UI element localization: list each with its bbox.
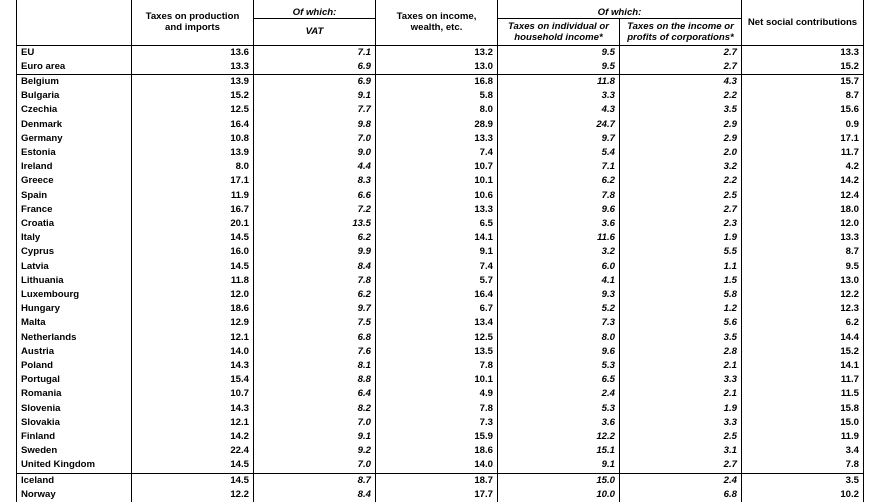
individual-income-value: 11.8 [498,74,620,89]
corporate-income-value: 2.7 [620,45,742,60]
individual-income-value: 7.8 [498,189,620,203]
income-wealth-value: 14.0 [376,458,498,473]
production-imports-value: 20.1 [132,217,254,231]
header-social-contributions: Net social contributions [742,0,864,45]
vat-value: 7.6 [254,345,376,359]
vat-value: 7.0 [254,458,376,473]
header-individual-income: Taxes on individual or household income* [498,18,620,45]
country-name: Estonia [17,146,132,160]
vat-value: 9.1 [254,430,376,444]
table-row-portugal [17,373,864,387]
social-contributions-value: 11.7 [742,373,864,387]
table-row-slovakia [17,416,864,430]
vat-value: 7.2 [254,203,376,217]
country-name: Greece [17,174,132,188]
individual-income-value: 24.7 [498,118,620,132]
social-contributions-value: 14.4 [742,331,864,345]
corporate-income-value: 3.3 [620,416,742,430]
other-countries-group [17,473,864,502]
vat-value: 7.0 [254,132,376,146]
corporate-income-value: 2.1 [620,359,742,373]
corporate-income-value: 5.8 [620,288,742,302]
production-imports-value: 14.5 [132,458,254,473]
individual-income-value: 7.1 [498,160,620,174]
corporate-income-value: 3.1 [620,444,742,458]
vat-value: 8.8 [254,373,376,387]
corporate-income-value: 2.7 [620,458,742,473]
individual-income-value: 9.6 [498,203,620,217]
country-name: EU [17,45,132,60]
country-name: Euro area [17,60,132,75]
individual-income-value: 5.3 [498,359,620,373]
table-row-luxembourg [17,288,864,302]
social-contributions-value: 15.6 [742,103,864,117]
vat-value: 7.7 [254,103,376,117]
social-contributions-value: 13.3 [742,45,864,60]
table-row-euro-area [17,60,864,75]
corporate-income-value: 2.5 [620,430,742,444]
country-name: United Kingdom [17,458,132,473]
production-imports-value: 12.1 [132,331,254,345]
production-imports-value: 13.9 [132,146,254,160]
vat-value: 9.1 [254,89,376,103]
country-name: Netherlands [17,331,132,345]
corporate-income-value: 4.3 [620,74,742,89]
income-wealth-value: 7.8 [376,402,498,416]
production-imports-value: 14.5 [132,473,254,488]
income-wealth-value: 18.7 [376,473,498,488]
production-imports-value: 16.4 [132,118,254,132]
income-wealth-value: 18.6 [376,444,498,458]
production-imports-value: 10.8 [132,132,254,146]
corporate-income-value: 1.2 [620,302,742,316]
country-name: Cyprus [17,245,132,259]
country-name: Spain [17,189,132,203]
vat-value: 7.1 [254,45,376,60]
income-wealth-value: 12.5 [376,331,498,345]
production-imports-value: 14.2 [132,430,254,444]
individual-income-value: 9.7 [498,132,620,146]
income-wealth-value: 7.3 [376,416,498,430]
individual-income-value: 5.4 [498,146,620,160]
vat-value: 6.9 [254,74,376,89]
table-row-netherlands [17,331,864,345]
corporate-income-value: 2.4 [620,473,742,488]
individual-income-value: 4.3 [498,103,620,117]
country-name: France [17,203,132,217]
social-contributions-value: 15.0 [742,416,864,430]
corporate-income-value: 3.2 [620,160,742,174]
table-row-hungary [17,302,864,316]
social-contributions-value: 12.4 [742,189,864,203]
individual-income-value: 9.5 [498,45,620,60]
corporate-income-value: 5.6 [620,316,742,330]
social-contributions-value: 11.7 [742,146,864,160]
individual-income-value: 7.3 [498,316,620,330]
income-wealth-value: 13.4 [376,316,498,330]
individual-income-value: 6.2 [498,174,620,188]
income-wealth-value: 13.2 [376,45,498,60]
table-row-czechia [17,103,864,117]
individual-income-value: 10.0 [498,488,620,502]
country-name: Malta [17,316,132,330]
production-imports-value: 18.6 [132,302,254,316]
production-imports-value: 8.0 [132,160,254,174]
corporate-income-value: 1.1 [620,260,742,274]
vat-value: 8.4 [254,488,376,502]
income-wealth-value: 7.4 [376,146,498,160]
table-row-united-kingdom [17,458,864,473]
individual-income-value: 9.6 [498,345,620,359]
individual-income-value: 9.3 [498,288,620,302]
table-row-greece [17,174,864,188]
vat-value: 4.4 [254,160,376,174]
vat-value: 9.9 [254,245,376,259]
country-name: Czechia [17,103,132,117]
individual-income-value: 4.1 [498,274,620,288]
production-imports-value: 11.9 [132,189,254,203]
country-name: Latvia [17,260,132,274]
country-name: Bulgaria [17,89,132,103]
income-wealth-value: 4.9 [376,387,498,401]
table-row-romania [17,387,864,401]
table-row-bulgaria [17,89,864,103]
social-contributions-value: 10.2 [742,488,864,502]
table-row-italy [17,231,864,245]
table-row-estonia [17,146,864,160]
corporate-income-value: 2.3 [620,217,742,231]
vat-value: 6.4 [254,387,376,401]
country-name: Portugal [17,373,132,387]
corporate-income-value: 1.9 [620,402,742,416]
individual-income-value: 2.4 [498,387,620,401]
production-imports-value: 16.7 [132,203,254,217]
individual-income-value: 3.6 [498,416,620,430]
vat-value: 8.2 [254,402,376,416]
income-wealth-value: 16.8 [376,74,498,89]
individual-income-value: 6.5 [498,373,620,387]
production-imports-value: 12.0 [132,288,254,302]
country-name: Germany [17,132,132,146]
individual-income-value: 3.6 [498,217,620,231]
production-imports-value: 14.5 [132,260,254,274]
vat-value: 8.4 [254,260,376,274]
vat-value: 13.5 [254,217,376,231]
header-income-wealth: Taxes on income, wealth, etc. [376,0,498,45]
individual-income-value: 15.1 [498,444,620,458]
corporate-income-value: 5.5 [620,245,742,259]
income-wealth-value: 5.8 [376,89,498,103]
country-name: Slovakia [17,416,132,430]
corporate-income-value: 2.5 [620,189,742,203]
income-wealth-value: 10.1 [376,174,498,188]
aggregates-group [17,45,864,74]
vat-value: 7.8 [254,274,376,288]
country-name: Slovenia [17,402,132,416]
income-wealth-value: 13.3 [376,132,498,146]
table-row-croatia [17,217,864,231]
table-row-lithuania [17,274,864,288]
member-states-group [17,74,864,473]
social-contributions-value: 8.7 [742,245,864,259]
table-row-cyprus [17,245,864,259]
income-wealth-value: 16.4 [376,288,498,302]
vat-value: 8.3 [254,174,376,188]
individual-income-value: 9.5 [498,60,620,75]
country-name: Poland [17,359,132,373]
social-contributions-value: 15.2 [742,60,864,75]
corporate-income-value: 3.5 [620,331,742,345]
header-row-top [17,0,864,18]
individual-income-value: 3.2 [498,245,620,259]
production-imports-value: 10.7 [132,387,254,401]
income-wealth-value: 28.9 [376,118,498,132]
corporate-income-value: 2.2 [620,174,742,188]
social-contributions-value: 4.2 [742,160,864,174]
income-wealth-value: 14.1 [376,231,498,245]
table-row-austria [17,345,864,359]
table-row-france [17,203,864,217]
income-wealth-value: 13.5 [376,345,498,359]
social-contributions-value: 15.7 [742,74,864,89]
table-row-latvia [17,260,864,274]
corporate-income-value: 6.8 [620,488,742,502]
header-production-imports: Taxes on production and imports [132,0,254,45]
social-contributions-value: 14.1 [742,359,864,373]
corporate-income-value: 1.9 [620,231,742,245]
vat-value: 9.8 [254,118,376,132]
income-wealth-value: 6.7 [376,302,498,316]
individual-income-value: 5.2 [498,302,620,316]
table-row-slovenia [17,402,864,416]
income-wealth-value: 13.0 [376,60,498,75]
social-contributions-value: 12.0 [742,217,864,231]
country-name: Norway [17,488,132,502]
country-name: Ireland [17,160,132,174]
individual-income-value: 15.0 [498,473,620,488]
table-row-iceland [17,473,864,488]
social-contributions-value: 3.4 [742,444,864,458]
table-row-belgium [17,74,864,89]
production-imports-value: 12.5 [132,103,254,117]
vat-value: 8.1 [254,359,376,373]
vat-value: 6.6 [254,189,376,203]
social-contributions-value: 15.8 [742,402,864,416]
income-wealth-value: 9.1 [376,245,498,259]
income-wealth-value: 17.7 [376,488,498,502]
income-wealth-value: 15.9 [376,430,498,444]
country-name: Lithuania [17,274,132,288]
vat-value: 7.0 [254,416,376,430]
individual-income-value: 5.3 [498,402,620,416]
social-contributions-value: 7.8 [742,458,864,473]
individual-income-value: 8.0 [498,331,620,345]
production-imports-value: 12.2 [132,488,254,502]
income-wealth-value: 5.7 [376,274,498,288]
country-name: Sweden [17,444,132,458]
table-row-ireland [17,160,864,174]
individual-income-value: 11.6 [498,231,620,245]
social-contributions-value: 6.2 [742,316,864,330]
income-wealth-value: 10.7 [376,160,498,174]
individual-income-value: 9.1 [498,458,620,473]
income-wealth-value: 8.0 [376,103,498,117]
vat-value: 7.5 [254,316,376,330]
country-name: Belgium [17,74,132,89]
header-of-which-1: Of which: [254,0,376,18]
table-row-malta [17,316,864,330]
corporate-income-value: 2.1 [620,387,742,401]
social-contributions-value: 13.0 [742,274,864,288]
corporate-income-value: 3.5 [620,103,742,117]
production-imports-value: 13.3 [132,60,254,75]
country-name: Croatia [17,217,132,231]
production-imports-value: 15.2 [132,89,254,103]
social-contributions-value: 18.0 [742,203,864,217]
vat-value: 6.2 [254,231,376,245]
social-contributions-value: 11.5 [742,387,864,401]
social-contributions-value: 8.7 [742,89,864,103]
social-contributions-value: 3.5 [742,473,864,488]
production-imports-value: 22.4 [132,444,254,458]
production-imports-value: 14.3 [132,402,254,416]
vat-value: 6.2 [254,288,376,302]
corporate-income-value: 2.8 [620,345,742,359]
table-row-denmark [17,118,864,132]
production-imports-value: 15.4 [132,373,254,387]
country-name: Finland [17,430,132,444]
corporate-income-value: 2.9 [620,132,742,146]
social-contributions-value: 13.3 [742,231,864,245]
country-name: Luxembourg [17,288,132,302]
vat-value: 6.8 [254,331,376,345]
corporate-income-value: 2.9 [620,118,742,132]
production-imports-value: 13.6 [132,45,254,60]
country-header [17,0,132,45]
social-contributions-value: 0.9 [742,118,864,132]
vat-value: 9.7 [254,302,376,316]
production-imports-value: 12.9 [132,316,254,330]
country-name: Denmark [17,118,132,132]
corporate-income-value: 1.5 [620,274,742,288]
social-contributions-value: 12.3 [742,302,864,316]
income-wealth-value: 13.3 [376,203,498,217]
production-imports-value: 16.0 [132,245,254,259]
table-row-spain [17,189,864,203]
tax-table [16,0,864,502]
country-name: Iceland [17,473,132,488]
vat-value: 8.7 [254,473,376,488]
income-wealth-value: 10.6 [376,189,498,203]
table-row-sweden [17,444,864,458]
individual-income-value: 12.2 [498,430,620,444]
social-contributions-value: 17.1 [742,132,864,146]
production-imports-value: 17.1 [132,174,254,188]
country-name: Romania [17,387,132,401]
vat-value: 9.0 [254,146,376,160]
individual-income-value: 6.0 [498,260,620,274]
country-name: Austria [17,345,132,359]
social-contributions-value: 14.2 [742,174,864,188]
social-contributions-value: 11.9 [742,430,864,444]
country-name: Hungary [17,302,132,316]
corporate-income-value: 2.2 [620,89,742,103]
production-imports-value: 12.1 [132,416,254,430]
corporate-income-value: 2.7 [620,203,742,217]
individual-income-value: 3.3 [498,89,620,103]
country-name: Italy [17,231,132,245]
income-wealth-value: 6.5 [376,217,498,231]
table-row-eu [17,45,864,60]
production-imports-value: 11.8 [132,274,254,288]
corporate-income-value: 2.0 [620,146,742,160]
table-row-poland [17,359,864,373]
header-of-which-2: Of which: [498,0,742,18]
table-row-germany [17,132,864,146]
vat-value: 9.2 [254,444,376,458]
income-wealth-value: 10.1 [376,373,498,387]
social-contributions-value: 9.5 [742,260,864,274]
income-wealth-value: 7.8 [376,359,498,373]
production-imports-value: 13.9 [132,74,254,89]
table-row-finland [17,430,864,444]
production-imports-value: 14.3 [132,359,254,373]
production-imports-value: 14.0 [132,345,254,359]
corporate-income-value: 3.3 [620,373,742,387]
income-wealth-value: 7.4 [376,260,498,274]
production-imports-value: 14.5 [132,231,254,245]
social-contributions-value: 12.2 [742,288,864,302]
header-vat: VAT [254,18,376,45]
vat-value: 6.9 [254,60,376,75]
corporate-income-value: 2.7 [620,60,742,75]
header-corporate-income: Taxes on the income or profits of corporations* [620,18,742,45]
social-contributions-value: 15.2 [742,345,864,359]
